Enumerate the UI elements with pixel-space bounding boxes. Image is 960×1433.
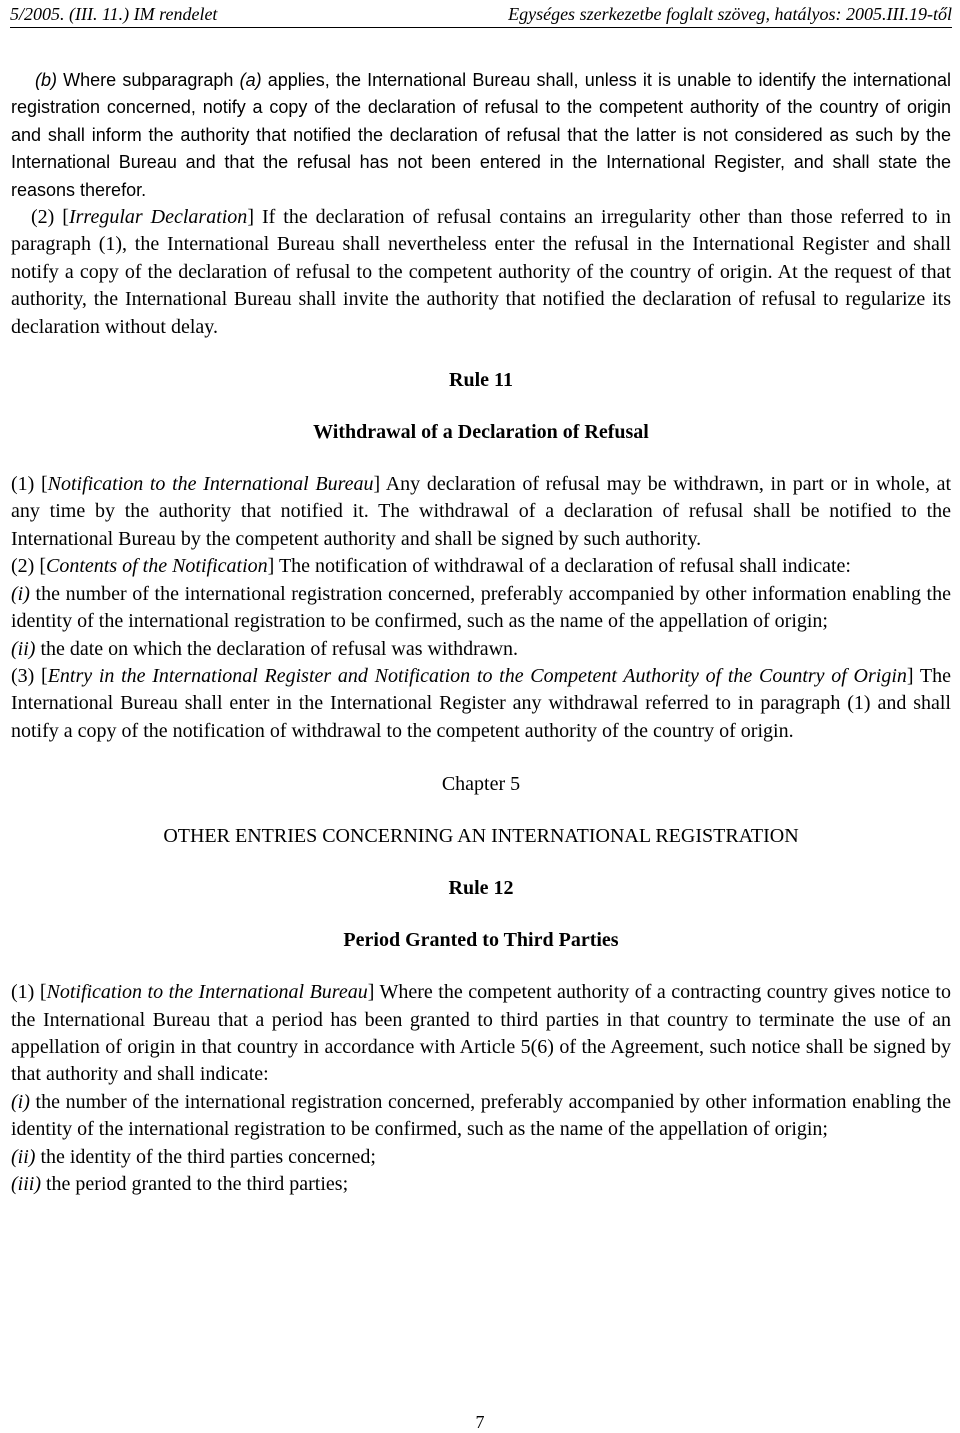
paragraph-b-label: (b) bbox=[35, 70, 57, 90]
item-text: the identity of the third parties concerned; bbox=[35, 1145, 376, 1168]
paragraph-prefix: (2) [ bbox=[11, 555, 46, 578]
paragraph-b-subparagraph-ref: (a) bbox=[239, 70, 262, 90]
paragraph-irregular-declaration bbox=[11, 204, 951, 341]
item-text: the date on which the declaration of refusal was withdrawn. bbox=[35, 637, 519, 660]
rule-12-title: Period Granted to Third Parties bbox=[343, 929, 619, 952]
item-text: the period granted to the third parties; bbox=[41, 1172, 349, 1195]
paragraph-title: Entry in the International Register and Notification to the Competent Authority of the Country of Origin bbox=[47, 664, 907, 687]
paragraph-b-text-1: Where subparagraph bbox=[63, 70, 240, 90]
paragraph-text: ] Any declaration of refusal may be withdrawn, in part or in whole, at any time by the authority that notified it. The withdrawal of a declaration of refusal shall be notified to the International Bureau by the competent authority and shall be signed by such authority. bbox=[11, 473, 952, 550]
page-number: 7 bbox=[475, 1412, 485, 1432]
item-text: the number of the international registration concerned, preferably accompanied by other information enabling the identity of the international registration to be confirmed, such as the name of the appellation of origin; bbox=[11, 1090, 951, 1141]
item-label: (i) bbox=[11, 1090, 30, 1113]
paragraph-prefix: (1) [ bbox=[11, 981, 47, 1004]
page-header bbox=[10, 2, 952, 28]
paragraph-text: ] If the declaration of refusal contains an irregularity other than those referred to in paragraph (1), the International Bureau shall nevertheless enter the refusal in the International Register and shall notify a copy of the declaration of refusal to the competent authority of the country of origin. At the request of that authority, the International Bureau shall invite the authority that notified the declaration of refusal to regularize its declaration without delay. bbox=[11, 206, 951, 338]
chapter-5-heading: Chapter 5 bbox=[441, 773, 521, 796]
rule-11-paragraph-2 bbox=[11, 553, 951, 580]
rule-11-heading: Rule 11 bbox=[449, 369, 513, 392]
paragraph-prefix: (1) [ bbox=[11, 473, 48, 496]
header-consolidated-note: Egységes szerkezetbe foglalt szöveg, hatályos: 2005.III.19-től bbox=[508, 4, 952, 24]
paragraph-title: Irregular Declaration bbox=[68, 206, 248, 229]
paragraph-text: ] Where the competent authority of a contracting country gives notice to the International Bureau that a period has been granted to third parties in that country to terminate the use of an appellation of origin in that country in accordance with Article 5(6) of the Agreement, such notice shall be signed by that authority and shall indicate: bbox=[11, 981, 951, 1086]
rule-12-heading: Rule 12 bbox=[448, 877, 514, 900]
rule-11-item-i bbox=[11, 581, 951, 636]
item-label: (ii) bbox=[11, 1145, 36, 1168]
item-label: (i) bbox=[11, 582, 30, 605]
rule-12-item-i bbox=[11, 1089, 951, 1144]
paragraph-title: Notification to the International Bureau bbox=[46, 981, 368, 1004]
chapter-5-title: OTHER ENTRIES CONCERNING AN INTERNATIONAL REGISTRATION bbox=[163, 825, 799, 848]
rule-12-item-iii bbox=[11, 1171, 951, 1198]
rule-11-title: Withdrawal of a Declaration of Refusal bbox=[313, 421, 649, 444]
item-label: (ii) bbox=[11, 637, 36, 660]
paragraph-title: Notification to the International Bureau bbox=[47, 473, 374, 496]
item-text: the number of the international registration concerned, preferably accompanied by other information enabling the identity of the international registration to be confirmed, such as the name of the appellation of origin; bbox=[11, 582, 951, 633]
paragraph-title: Contents of the Notification bbox=[45, 555, 268, 578]
paragraph-b-text-2: applies, the International Bureau shall, unless it is unable to identify the international registration concerned, notify a copy of the declaration of refusal to the competent authority of the country of origin and shall inform the authority that notified the declaration of refusal that the latter is not considered as such by the International Bureau and that the refusal has not been entered in the International Register, and shall state the reasons therefor. bbox=[11, 70, 951, 200]
rule-11-paragraph-3 bbox=[11, 663, 951, 745]
rule-12-item-ii bbox=[11, 1144, 951, 1171]
rule-11-item-ii bbox=[11, 636, 951, 663]
header-divider bbox=[10, 27, 952, 28]
paragraph-text: ] The notification of withdrawal of a declaration of refusal shall indicate: bbox=[267, 555, 851, 578]
paragraph-b bbox=[11, 67, 951, 204]
paragraph-prefix: (2) [ bbox=[31, 206, 69, 229]
paragraph-text: ] The International Bureau shall enter in the International Register any withdrawal referred to in paragraph (1) and shall notify a copy of the notification of withdrawal to the competent authority of the country of origin. bbox=[11, 664, 951, 742]
item-label: (iii) bbox=[11, 1172, 41, 1195]
document-body bbox=[11, 67, 951, 1198]
header-decree-reference: 5/2005. (III. 11.) IM rendelet bbox=[10, 4, 218, 24]
rule-11-paragraph-1 bbox=[11, 471, 951, 553]
paragraph-prefix: (3) [ bbox=[11, 664, 48, 687]
rule-12-paragraph-1 bbox=[11, 979, 951, 1089]
